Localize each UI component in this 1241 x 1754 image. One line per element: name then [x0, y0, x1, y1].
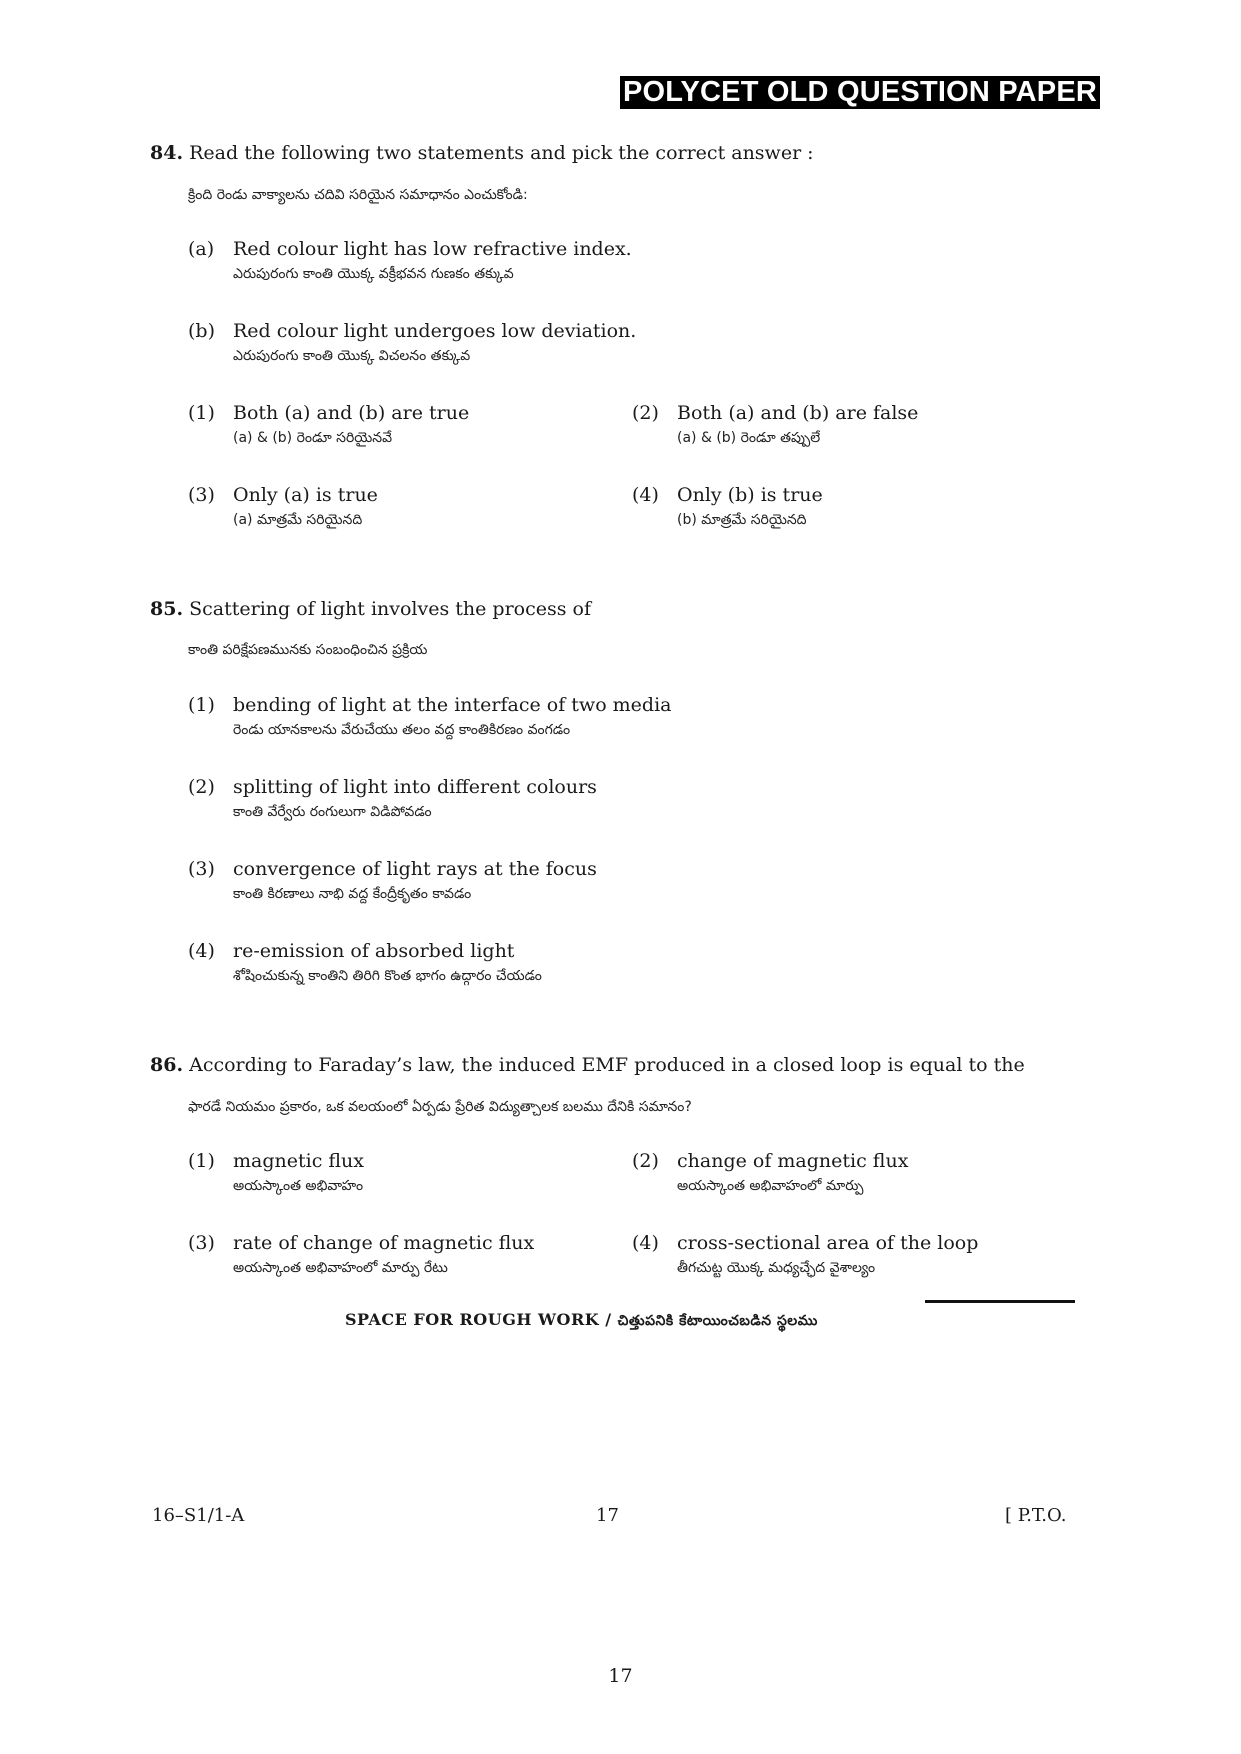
question-text: Scattering of light involves the process of	[189, 598, 592, 620]
question-text-telugu: కాంతి పరిక్షేపణమునకు సంబంధించిన ప్రక్రియ	[188, 642, 428, 658]
option-label: (1)	[188, 694, 215, 716]
option-text-telugu: కాంతి వేర్వేరు రంగులుగా విడిపోవడం	[233, 804, 432, 820]
option-text: Both (a) and (b) are false	[677, 402, 919, 424]
question-85	[150, 596, 591, 622]
option-text-telugu: (a) మాత్రమే సరియైనది	[233, 512, 363, 528]
option-text: Both (a) and (b) are true	[233, 402, 470, 424]
question-text-telugu: క్రింది రెండు వాక్యాలను చదివి సరియైన సమాధానం ఎంచుకోండి:	[188, 187, 528, 203]
divider-rule	[925, 1300, 1075, 1303]
statement-label: (b)	[188, 320, 215, 342]
question-86	[150, 1052, 1025, 1078]
option-text-telugu: అయస్కాంత అభివాహంలో మార్పు	[677, 1178, 864, 1194]
option-label: (4)	[632, 484, 659, 506]
option-text-telugu: (b) మాత్రమే సరియైనది	[677, 512, 807, 528]
rough-work-label	[345, 1310, 818, 1332]
option-text-telugu: (a) & (b) రెండూ తప్పులే	[677, 430, 821, 446]
option-text: magnetic flux	[233, 1150, 365, 1172]
option-text: cross-sectional area of the loop	[677, 1232, 979, 1254]
rough-work-text-telugu: చిత్తుపనికి కేటాయించబడిన స్థలము	[617, 1313, 818, 1329]
option-text: re-emission of absorbed light	[233, 940, 515, 962]
question-number: 85.	[150, 598, 184, 620]
option-text-telugu: అయస్కాంత అభివాహం	[233, 1178, 364, 1194]
option-label: (3)	[188, 858, 215, 880]
statement-text: Red colour light undergoes low deviation.	[233, 320, 637, 342]
rough-work-text: SPACE FOR ROUGH WORK /	[345, 1310, 612, 1329]
question-text: Read the following two statements and pick the correct answer :	[189, 142, 814, 164]
option-text: change of magnetic flux	[677, 1150, 909, 1172]
option-text-telugu: కాంతి కిరణాలు నాభి వద్ద కేంద్రీకృతం కావడం	[233, 886, 472, 902]
option-label: (1)	[188, 402, 215, 424]
option-text: rate of change of magnetic flux	[233, 1232, 535, 1254]
statement-text: Red colour light has low refractive index.	[233, 238, 632, 260]
page-number: 17	[608, 1665, 633, 1687]
statement-text-telugu: ఎరుపురంగు కాంతి యొక్క వక్రీభవన గుణకం తక్కువ	[233, 266, 514, 282]
option-label: (3)	[188, 1232, 215, 1254]
pto-label: [ P.T.O.	[1005, 1505, 1067, 1526]
banner-title: POLYCET OLD QUESTION PAPER	[620, 76, 1100, 109]
option-text-telugu: తీగచుట్ట యొక్క మధ్యచ్ఛేద వైశాల్యం	[677, 1260, 876, 1276]
option-text: splitting of light into different colours	[233, 776, 597, 798]
option-text-telugu: రెండు యానకాలను వేరుచేయు తలం వద్ద కాంతికిరణం వంగడం	[233, 722, 571, 738]
question-text-telugu: ఫారడే నియమం ప్రకారం, ఒక వలయంలో ఏర్పడు ప్రేరిత విద్యుత్చాలక బలము దేనికి సమానం?	[188, 1099, 692, 1115]
option-text-telugu: (a) & (b) రెండూ సరియైనవే	[233, 430, 393, 446]
footer-page-number: 17	[596, 1505, 619, 1526]
statement-text-telugu: ఎరుపురంగు కాంతి యొక్క విచలనం తక్కువ	[233, 348, 471, 364]
option-text: bending of light at the interface of two media	[233, 694, 672, 716]
option-text-telugu: అయస్కాంత అభివాహంలో మార్పు రేటు	[233, 1260, 448, 1276]
option-label: (2)	[632, 1150, 659, 1172]
option-text-telugu: శోషించుకున్న కాంతిని తిరిగి కొంత భాగం ఉద్గారం చేయడం	[233, 968, 542, 984]
option-text: Only (a) is true	[233, 484, 378, 506]
statement-label: (a)	[188, 238, 215, 260]
option-label: (4)	[188, 940, 215, 962]
option-label: (2)	[632, 402, 659, 424]
paper-code: 16–S1/1-A	[152, 1505, 245, 1526]
question-number: 84.	[150, 142, 184, 164]
option-label: (3)	[188, 484, 215, 506]
question-number: 86.	[150, 1054, 184, 1076]
option-label: (4)	[632, 1232, 659, 1254]
option-text: Only (b) is true	[677, 484, 823, 506]
option-text: convergence of light rays at the focus	[233, 858, 597, 880]
question-text: According to Faraday’s law, the induced EMF produced in a closed loop is equal to the	[189, 1054, 1025, 1076]
option-label: (1)	[188, 1150, 215, 1172]
question-84	[150, 140, 814, 166]
option-label: (2)	[188, 776, 215, 798]
